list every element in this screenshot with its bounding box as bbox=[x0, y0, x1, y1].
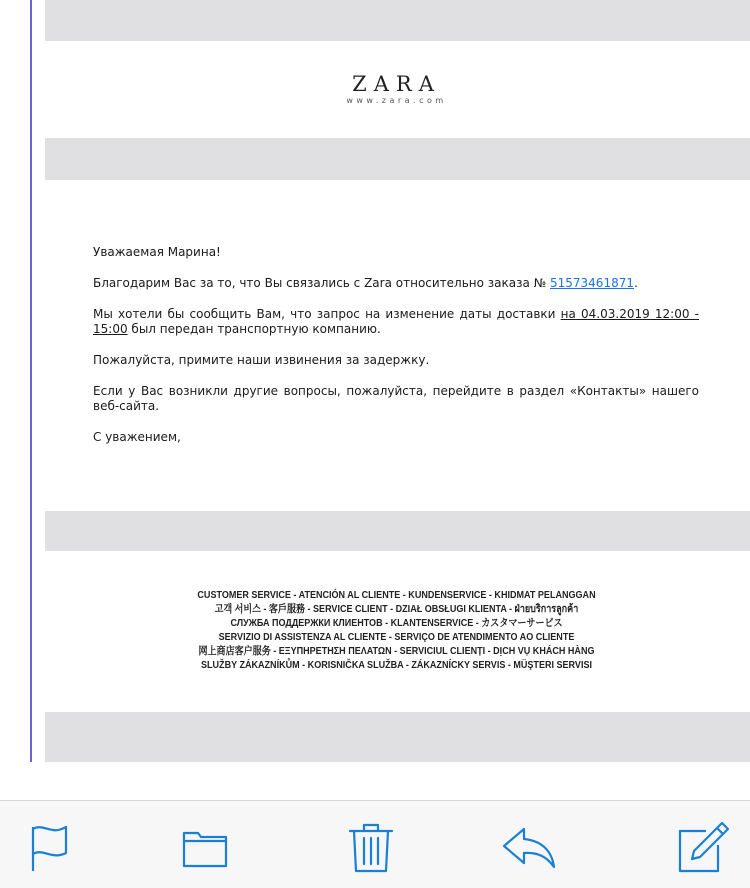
message-card bbox=[45, 180, 748, 511]
zara-logo: ZARA bbox=[352, 72, 441, 96]
delivery-text-end: был передан транспортную компанию. bbox=[131, 322, 381, 336]
email-background bbox=[45, 138, 750, 180]
flag-icon[interactable] bbox=[22, 821, 76, 875]
footer-line: SERVIZIO DI ASSISTENZA AL CLIENTE - SERVIÇO DE ATENDIMENTO AO CLIENTE bbox=[218, 631, 575, 643]
greeting: Уважаемая Марина! bbox=[93, 245, 221, 259]
contacts-paragraph: Если у Вас возникли другие вопросы, пожалуйста, перейдите в раздел «Контакты» нашего веб-сайта. bbox=[93, 384, 699, 413]
email-background bbox=[45, 0, 750, 41]
quote-bar bbox=[30, 0, 32, 762]
delivery-paragraph bbox=[93, 307, 699, 337]
delivery-text: Мы хотели бы сообщить Вам, что запрос на изменение даты доставки bbox=[93, 307, 556, 321]
footer-line: 网上商店客户服务 - ΕΞΥΠΗΡΕΤΗΣΗ ΠΕΛΑΤΩΝ - SERVICIUL CLIENȚI - DỊCH VỤ KHÁCH HÀNG bbox=[198, 645, 595, 657]
folder-icon[interactable] bbox=[176, 821, 230, 875]
logo-url: www.zara.com bbox=[346, 96, 447, 105]
mail-toolbar bbox=[0, 800, 750, 888]
delivery-date: на 04.03.2019 12:00 - 15:00 bbox=[93, 307, 699, 336]
logo-header bbox=[45, 41, 748, 138]
footer-card bbox=[45, 551, 748, 712]
footer-line: SLUŽBY ZÁKAZNÍKŮM - KORISNIČKA SLUŽBA - ZÁKAZNÍCKY SERVIS - MÜŞTERI SERVISI bbox=[200, 659, 592, 671]
reply-icon[interactable] bbox=[502, 821, 556, 875]
message-body bbox=[93, 245, 699, 461]
order-text-end: . bbox=[633, 276, 638, 290]
email-background bbox=[45, 511, 750, 551]
customer-service-footer bbox=[94, 588, 699, 672]
closing: С уважением, bbox=[93, 430, 181, 444]
footer-line: CUSTOMER SERVICE - ATENCIÓN AL CLIENTE - KUNDENSERVICE - KHIDMAT PELANGGAN bbox=[197, 589, 596, 601]
footer-line: СЛУЖБА ПОДДЕРЖКИ КЛИЕНТОВ - KLANTENSERVICE - カスタマーサービス bbox=[230, 617, 563, 629]
compose-icon[interactable] bbox=[676, 821, 730, 875]
order-text: Благодарим Вас за то, что Вы связались с Zara относительно заказа № bbox=[93, 276, 547, 290]
footer-line: 고객 서비스 - 客戶服務 - SERVICE CLIENT - DZIAŁ OBSŁUGI KLIENTA - ฝ่ายบริการลูกค้า bbox=[214, 603, 579, 615]
order-number-link[interactable]: 51573461871 bbox=[550, 276, 634, 290]
order-paragraph bbox=[93, 276, 699, 291]
apology-paragraph: Пожалуйста, примите наши извинения за задержку. bbox=[93, 353, 430, 367]
trash-icon[interactable] bbox=[344, 821, 398, 875]
email-background bbox=[45, 712, 750, 762]
